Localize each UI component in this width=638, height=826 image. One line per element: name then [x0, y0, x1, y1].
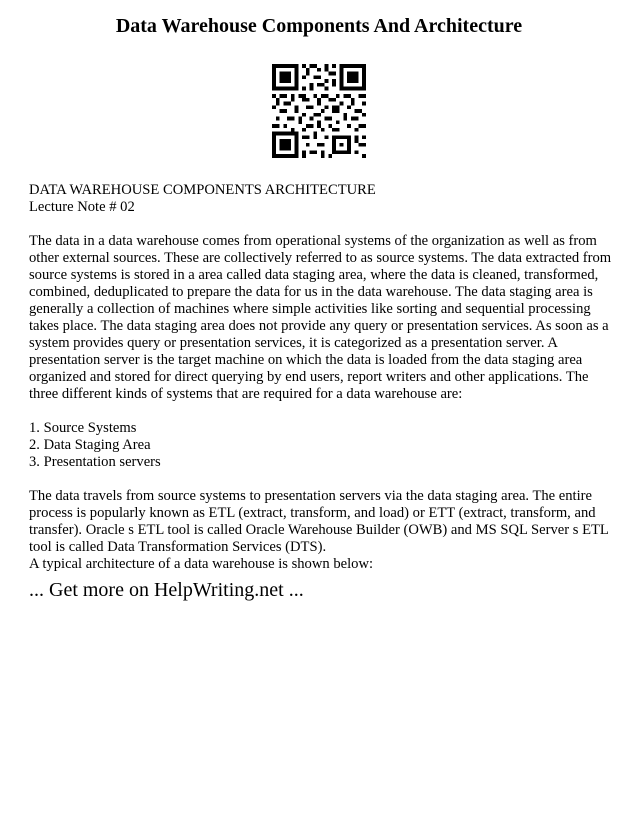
- paragraph-architecture: A typical architecture of a data warehouse is shown below:: [29, 556, 374, 572]
- list-item: 2. Data Staging Area: [29, 437, 151, 453]
- document-body: [29, 182, 619, 573]
- get-more-link[interactable]: ... Get more on HelpWriting.net ...: [29, 579, 304, 601]
- paragraph-source-systems: The data in a data warehouse comes from operational systems of the organization as well as from other external sources. These are collectively referred to as source systems. The data extracted from source systems is stored in a area called data staging area, where the data is cleaned, transformed, combined, deduplicated to prepare the data for us in the data warehouse. The data staging area is generally a collection of machines where simple activities like sorting and sequential processing takes place. The data staging area does not provide any query or presentation services. As soon as a system provides query or presentation services, it is categorized as a presentation server. A presentation server is the target machine on which the data is loaded from the data staging area organized and stored for direct querying by end users, report writers and other applications. The three different kinds of systems that are required for a data warehouse are:: [29, 233, 612, 402]
- lecture-note-label: Lecture Note # 02: [29, 199, 135, 215]
- page-title: Data Warehouse Components And Architecture: [115, 15, 523, 37]
- paragraph-etl: The data travels from source systems to presentation servers via the data staging area. The entire process is popularly known as ETL (extract, transform, and load) or ETT (extract, transform, and transfer). Oracle s ETL tool is called Oracle Warehouse Builder (OWB) and MS SQL Server s ETL tool is called Data Transformation Services (DTS).: [29, 488, 609, 555]
- list-item: 1. Source Systems: [29, 420, 137, 436]
- qr-code-icon: [272, 64, 366, 158]
- list-item: 3. Presentation servers: [29, 454, 161, 470]
- document-heading: DATA WAREHOUSE COMPONENTS ARCHITECTURE: [29, 182, 376, 198]
